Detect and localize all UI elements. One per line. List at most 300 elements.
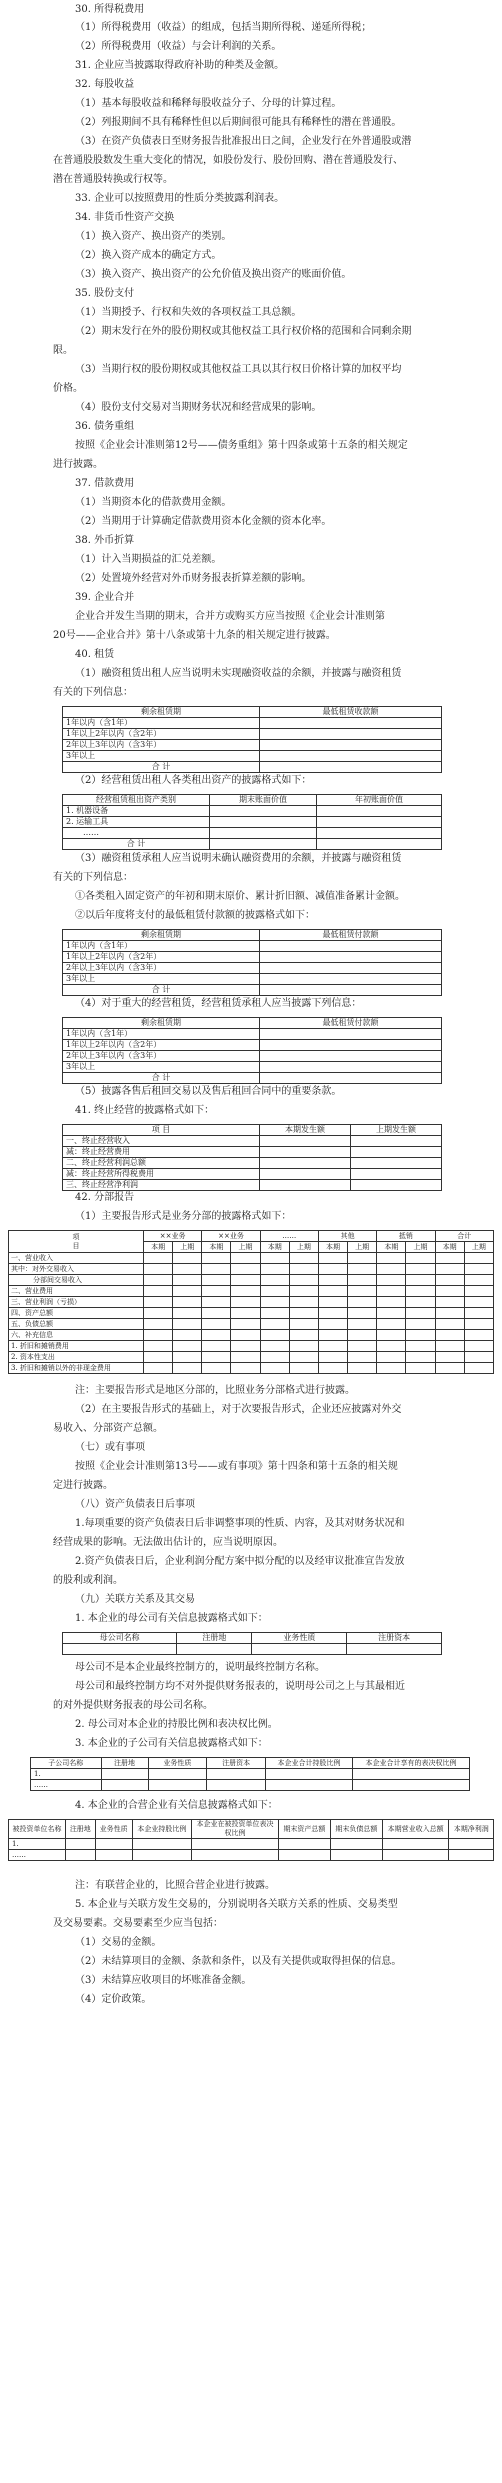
text-line: （1）交易的金额。 bbox=[75, 1937, 162, 1948]
table-cell bbox=[435, 1286, 464, 1297]
table-header: 本企业持股比例 bbox=[132, 1820, 191, 1839]
table-row bbox=[63, 963, 442, 974]
segment-report-table bbox=[8, 1230, 494, 1374]
table-total: 合 计 bbox=[63, 762, 260, 773]
table-subheader: 上期 bbox=[406, 1242, 435, 1253]
table-row bbox=[9, 1850, 494, 1861]
table-cell bbox=[202, 1286, 231, 1297]
table-row bbox=[63, 1136, 442, 1147]
table-cell bbox=[289, 1253, 318, 1264]
text-line: 经营成果的影响。无法做出估计的，应当说明原因。 bbox=[53, 1537, 283, 1548]
table-cell bbox=[318, 1297, 347, 1308]
text-line: 价格。 bbox=[53, 383, 83, 394]
text-line: ②以后年度将支付的最低租赁付款额的披露格式如下： bbox=[75, 910, 315, 921]
operating-lease-lessor-table bbox=[62, 794, 442, 850]
table-cell bbox=[377, 1253, 406, 1264]
table-total: 合 计 bbox=[63, 985, 260, 996]
table-cell bbox=[289, 1275, 318, 1286]
table-cell bbox=[377, 1341, 406, 1352]
table-cell: 2年以上3年以内（含3年） bbox=[63, 963, 260, 974]
table-cell bbox=[144, 1253, 173, 1264]
table-cell bbox=[289, 1297, 318, 1308]
table-cell bbox=[144, 1286, 173, 1297]
table-row bbox=[9, 1264, 494, 1275]
table-row bbox=[9, 1275, 494, 1286]
table-header: 年初账面价值 bbox=[317, 795, 442, 806]
table-cell bbox=[260, 1308, 289, 1319]
table-cell bbox=[348, 1286, 377, 1297]
table-header: 抵销 bbox=[377, 1231, 435, 1242]
table-row bbox=[63, 740, 442, 751]
table-row bbox=[63, 762, 442, 773]
table-cell bbox=[464, 1297, 493, 1308]
table-header: 最低租赁付款额 bbox=[260, 1018, 442, 1029]
table-header: 业务性质 bbox=[148, 1758, 207, 1769]
table-subheader: 上期 bbox=[348, 1242, 377, 1253]
table-cell bbox=[202, 1297, 231, 1308]
text-line: （3）融资租赁承租人应当说明未确认融资费用的余额，并披露与融资租赁 bbox=[75, 853, 402, 864]
text-line: （2）处置境外经营对外币财务报表折算差额的影响。 bbox=[75, 573, 312, 584]
table-cell: 一、终止经营收入 bbox=[63, 1136, 260, 1147]
table-cell bbox=[406, 1363, 435, 1374]
table-cell bbox=[144, 1352, 173, 1363]
text-line: （1）当期资本化的借款费用金额。 bbox=[75, 497, 232, 508]
table-subheader: 本期 bbox=[144, 1242, 173, 1253]
table-cell bbox=[406, 1308, 435, 1319]
text-line: 在普通股股数发生重大变化的情况，如股份发行、股份回购、潜在普通股发行、 bbox=[53, 155, 403, 166]
table-cell bbox=[173, 1363, 202, 1374]
table-cell bbox=[464, 1275, 493, 1286]
table-row bbox=[63, 1158, 442, 1169]
table-cell bbox=[464, 1363, 493, 1374]
table-cell bbox=[289, 1264, 318, 1275]
table-row bbox=[63, 1147, 442, 1158]
table-header: ××业务 bbox=[144, 1231, 202, 1242]
table-cell bbox=[318, 1308, 347, 1319]
subsidiary-table bbox=[30, 1757, 470, 1791]
table-cell bbox=[377, 1330, 406, 1341]
table-cell: 减：终止经营费用 bbox=[63, 1147, 260, 1158]
table-cell bbox=[289, 1330, 318, 1341]
table-cell bbox=[464, 1286, 493, 1297]
text-line: 2.资产负债表日后，企业利润分配方案中拟分配的以及经审议批准宣告发放 bbox=[75, 1556, 405, 1567]
table-cell bbox=[231, 1330, 260, 1341]
table-cell bbox=[348, 1341, 377, 1352]
table-row bbox=[63, 817, 442, 828]
text-line: 20号——企业合并》第十八条或第十九条的相关规定进行披露。 bbox=[53, 630, 336, 641]
text-line: （4）股份支付交易对当期财务状况和经营成果的影响。 bbox=[75, 402, 322, 413]
table-header: 业务性质 bbox=[252, 1633, 347, 1644]
table-header: 剩余租赁期 bbox=[63, 930, 260, 941]
table-header: 注册地 bbox=[177, 1633, 252, 1644]
table-cell: 1年以内（含1年） bbox=[63, 718, 260, 729]
table-cell bbox=[318, 1341, 347, 1352]
table-cell bbox=[464, 1330, 493, 1341]
table-cell bbox=[435, 1275, 464, 1286]
text-line: 有关的下列信息： bbox=[53, 687, 133, 698]
table-row bbox=[9, 1352, 494, 1363]
table-cell: 四、资产总额 bbox=[9, 1308, 144, 1319]
table-cell bbox=[144, 1363, 173, 1374]
table-row bbox=[63, 828, 442, 839]
table-row bbox=[63, 751, 442, 762]
table-subheader: 本期 bbox=[202, 1242, 231, 1253]
table-cell bbox=[435, 1319, 464, 1330]
table-cell bbox=[202, 1253, 231, 1264]
table-cell bbox=[406, 1352, 435, 1363]
table-cell bbox=[377, 1286, 406, 1297]
table-header: 合计 bbox=[435, 1231, 493, 1242]
table-cell bbox=[202, 1330, 231, 1341]
table-cell bbox=[377, 1264, 406, 1275]
table-row bbox=[9, 1286, 494, 1297]
table-cell: 3. 折旧和摊销以外的非现金费用 bbox=[9, 1363, 144, 1374]
table-row bbox=[31, 1769, 470, 1780]
table-header: 注册地 bbox=[101, 1758, 148, 1769]
table-cell bbox=[144, 1330, 173, 1341]
table-cell bbox=[377, 1297, 406, 1308]
text-line: 1.每项重要的资产负债表日后非调整事项的性质、内容，及其对财务状况和 bbox=[75, 1518, 405, 1529]
table-subheader: 上期 bbox=[173, 1242, 202, 1253]
table-cell bbox=[260, 1297, 289, 1308]
table-cell bbox=[348, 1275, 377, 1286]
heading-42: 42. 分部报告 bbox=[75, 1192, 135, 1203]
table-cell bbox=[144, 1297, 173, 1308]
table-row bbox=[63, 806, 442, 817]
table-cell: 二、营业费用 bbox=[9, 1286, 144, 1297]
table-cell bbox=[202, 1363, 231, 1374]
table-cell bbox=[289, 1308, 318, 1319]
text-line: 潜在普通股转换或行权等。 bbox=[53, 174, 173, 185]
table-cell bbox=[289, 1319, 318, 1330]
text-line: 的股利或利润。 bbox=[53, 1575, 123, 1586]
heading-contingencies: （七）或有事项 bbox=[75, 1442, 145, 1453]
table-header: 被投资单位名称 bbox=[9, 1820, 66, 1839]
table-cell bbox=[202, 1308, 231, 1319]
text-line: （1）融资租赁出租人应当说明未实现融资收益的余额，并披露与融资租赁 bbox=[75, 668, 402, 679]
table-cell bbox=[318, 1253, 347, 1264]
table-header: 本企业在被投资单位表决权比例 bbox=[192, 1820, 279, 1839]
table-cell bbox=[231, 1341, 260, 1352]
table-cell bbox=[377, 1275, 406, 1286]
table-cell bbox=[231, 1264, 260, 1275]
table-cell: 1年以上2年以内（含2年） bbox=[63, 729, 260, 740]
table-header: ××业务 bbox=[202, 1231, 260, 1242]
table-cell bbox=[173, 1352, 202, 1363]
heading-39: 39. 企业合并 bbox=[75, 592, 135, 603]
table-header: 注册资本 bbox=[347, 1633, 442, 1644]
table-cell: 1年以内（含1年） bbox=[63, 941, 260, 952]
heading-38: 38. 外币折算 bbox=[75, 535, 135, 546]
table-cell bbox=[173, 1341, 202, 1352]
table-subheader: 本期 bbox=[260, 1242, 289, 1253]
table-cell bbox=[260, 1253, 289, 1264]
table-row bbox=[9, 1839, 494, 1850]
table-cell bbox=[318, 1319, 347, 1330]
table-cell bbox=[231, 1297, 260, 1308]
table-cell bbox=[144, 1264, 173, 1275]
table-cell bbox=[144, 1319, 173, 1330]
table-cell: 五、负债总额 bbox=[9, 1319, 144, 1330]
table-cell bbox=[406, 1341, 435, 1352]
text-line: 按照《企业会计准则第13号——或有事项》第十四条和第十五条的相关规 bbox=[75, 1461, 398, 1472]
text-line: （2）未结算项目的金额、条款和条件，以及有关提供或取得担保的信息。 bbox=[75, 1956, 402, 1967]
text-line: 有关的下列信息： bbox=[53, 872, 133, 883]
table-subheader: 上期 bbox=[231, 1242, 260, 1253]
table-cell bbox=[348, 1297, 377, 1308]
heading-related-parties: （九）关联方关系及其交易 bbox=[75, 1594, 195, 1605]
table-header: 最低租赁付款额 bbox=[260, 930, 442, 941]
table-total: 合 计 bbox=[63, 1073, 260, 1084]
table-cell bbox=[231, 1352, 260, 1363]
table-cell bbox=[260, 1352, 289, 1363]
note: 注：主要报告形式是地区分部的，比照业务分部格式进行披露。 bbox=[75, 1385, 355, 1396]
table-header: 最低租赁收款额 bbox=[260, 707, 442, 718]
table-row bbox=[63, 974, 442, 985]
text-line: 易收入、分部资产总额。 bbox=[53, 1423, 163, 1434]
table-cell bbox=[348, 1253, 377, 1264]
table-cell bbox=[464, 1308, 493, 1319]
table-cell bbox=[260, 1286, 289, 1297]
table-cell bbox=[260, 1319, 289, 1330]
table-cell: …… bbox=[31, 1780, 102, 1791]
text-line: 及交易要素。交易要素至少应当包括： bbox=[53, 1918, 223, 1929]
table-row bbox=[31, 1780, 470, 1791]
table-cell: 2年以上3年以内（含3年） bbox=[63, 1051, 260, 1062]
text-line: 母公司和最终控制方均不对外提供财务报表的，说明母公司之上与其最相近 bbox=[75, 1681, 405, 1692]
table-header: 期末资产总额 bbox=[279, 1820, 331, 1839]
table-cell: 1. bbox=[9, 1839, 66, 1850]
table-header: 其他 bbox=[318, 1231, 376, 1242]
table-cell bbox=[435, 1308, 464, 1319]
table-header: 项 目 bbox=[63, 1125, 260, 1136]
table-cell bbox=[348, 1330, 377, 1341]
table-row bbox=[63, 1169, 442, 1180]
heading-35: 35. 股份支付 bbox=[75, 288, 135, 299]
table-cell: …… bbox=[63, 828, 210, 839]
table-cell bbox=[173, 1297, 202, 1308]
table-cell bbox=[173, 1275, 202, 1286]
table-header: 本期发生额 bbox=[260, 1125, 351, 1136]
table-cell: 分部间交易收入 bbox=[9, 1275, 144, 1286]
table-cell bbox=[464, 1264, 493, 1275]
table-cell: 1. 折旧和摊销费用 bbox=[9, 1341, 144, 1352]
table-cell: 三、营业利润（亏损） bbox=[9, 1297, 144, 1308]
table-subheader: 本期 bbox=[435, 1242, 464, 1253]
table-header: 母公司名称 bbox=[63, 1633, 177, 1644]
heading-34: 34. 非货币性资产交换 bbox=[75, 212, 175, 223]
table-cell bbox=[173, 1319, 202, 1330]
text-line: 的对外提供财务报表的母公司名称。 bbox=[53, 1700, 213, 1711]
table-header: 项 目 bbox=[9, 1231, 144, 1253]
text-line: （4）对于重大的经营租赁，经营租赁承租人应当披露下列信息： bbox=[75, 998, 362, 1009]
table-header: 期末负债总额 bbox=[330, 1820, 382, 1839]
table-cell bbox=[260, 1264, 289, 1275]
table-cell bbox=[173, 1330, 202, 1341]
heading-subsequent-events: （八）资产负债表日后事项 bbox=[75, 1499, 195, 1510]
text-line: （2）期末发行在外的股份期权或其他权益工具行权价格的范围和合同剩余期 bbox=[75, 326, 412, 337]
text-line: （1）基本每股收益和稀释每股收益分子、分母的计算过程。 bbox=[75, 98, 342, 109]
table-cell bbox=[289, 1352, 318, 1363]
table-cell bbox=[202, 1264, 231, 1275]
finance-lease-lessee-table bbox=[62, 929, 442, 996]
table-row bbox=[9, 1319, 494, 1330]
table-cell bbox=[406, 1286, 435, 1297]
table-cell bbox=[260, 1330, 289, 1341]
table-row bbox=[63, 729, 442, 740]
table-cell bbox=[377, 1363, 406, 1374]
text-line: （3）在资产负债表日至财务报告批准报出日之间，企业发行在外普通股或潜 bbox=[75, 136, 412, 147]
table-header: 剩余租赁期 bbox=[63, 707, 260, 718]
table-header: 期末账面价值 bbox=[210, 795, 317, 806]
table-cell bbox=[202, 1319, 231, 1330]
table-cell: 二、终止经营利润总额 bbox=[63, 1158, 260, 1169]
finance-lease-lessor-table bbox=[62, 706, 442, 773]
text-line: （1）换入资产、换出资产的类别。 bbox=[75, 231, 232, 242]
table-cell bbox=[318, 1363, 347, 1374]
table-subheader: 上期 bbox=[289, 1242, 318, 1253]
heading-31: 31. 企业应当披露取得政府补助的种类及金额。 bbox=[75, 60, 285, 71]
table-cell bbox=[318, 1264, 347, 1275]
table-cell bbox=[144, 1275, 173, 1286]
table-cell bbox=[231, 1286, 260, 1297]
table-cell bbox=[260, 1275, 289, 1286]
table-header: …… bbox=[260, 1231, 318, 1242]
table-row bbox=[63, 1029, 442, 1040]
table-cell bbox=[231, 1319, 260, 1330]
table-row bbox=[63, 1051, 442, 1062]
table-header: 注册资本 bbox=[207, 1758, 266, 1769]
table-cell: 其中：对外交易收入 bbox=[9, 1264, 144, 1275]
table-cell bbox=[435, 1341, 464, 1352]
table-row bbox=[63, 1040, 442, 1051]
table-cell bbox=[348, 1308, 377, 1319]
text-line: 4. 本企业的合营企业有关信息披露格式如下： bbox=[75, 1800, 278, 1811]
table-row bbox=[9, 1363, 494, 1374]
text-line: 进行披露。 bbox=[53, 459, 103, 470]
table-cell: 2. 资本性支出 bbox=[9, 1352, 144, 1363]
note: 注：有联营企业的，比照合营企业进行披露。 bbox=[75, 1880, 275, 1891]
table-cell: 3年以上 bbox=[63, 1062, 260, 1073]
heading-36: 36. 债务重组 bbox=[75, 421, 135, 432]
table-cell bbox=[231, 1308, 260, 1319]
table-cell: 减：终止经营所得税费用 bbox=[63, 1169, 260, 1180]
text-line: （2）列报期间不具有稀释性但以后期间很可能具有稀释性的潜在普通股。 bbox=[75, 117, 402, 128]
table-cell bbox=[406, 1319, 435, 1330]
text-line: （1）所得税费用（收益）的组成，包括当期所得税、递延所得税； bbox=[75, 22, 372, 33]
heading-40: 40. 租赁 bbox=[75, 649, 115, 660]
table-header: 本期净利润 bbox=[449, 1820, 494, 1839]
joint-venture-table bbox=[8, 1819, 494, 1861]
table-cell bbox=[464, 1341, 493, 1352]
table-cell bbox=[348, 1264, 377, 1275]
table-cell bbox=[348, 1352, 377, 1363]
table-cell bbox=[318, 1286, 347, 1297]
table-cell bbox=[202, 1352, 231, 1363]
table-cell bbox=[406, 1330, 435, 1341]
table-header: 经营租赁租出资产类别 bbox=[63, 795, 210, 806]
table-cell: 3年以上 bbox=[63, 751, 260, 762]
table-header: 本企业合计持股比例 bbox=[266, 1758, 353, 1769]
table-cell bbox=[144, 1341, 173, 1352]
text-line: （2）当期用于计算确定借款费用资本化金额的资本化率。 bbox=[75, 516, 332, 527]
table-cell bbox=[435, 1363, 464, 1374]
table-cell bbox=[435, 1253, 464, 1264]
table-row bbox=[63, 839, 442, 850]
table-row bbox=[9, 1341, 494, 1352]
table-cell bbox=[173, 1286, 202, 1297]
text-line: 5. 本企业与关联方发生交易的，分别说明各关联方关系的性质、交易类型 bbox=[75, 1899, 398, 1910]
heading-33: 33. 企业可以按照费用的性质分类披露利润表。 bbox=[75, 193, 285, 204]
table-header: 上期发生额 bbox=[351, 1125, 442, 1136]
table-cell bbox=[464, 1352, 493, 1363]
table-header: 业务性质 bbox=[95, 1820, 132, 1839]
table-header: 子公司名称 bbox=[31, 1758, 102, 1769]
table-cell bbox=[318, 1275, 347, 1286]
text-line: ①各类租入固定资产的年初和期末原价、累计折旧额、减值准备累计金额。 bbox=[75, 891, 405, 902]
text-line: （2）所得税费用（收益）与会计利润的关系。 bbox=[75, 41, 282, 52]
table-cell bbox=[202, 1275, 231, 1286]
table-cell bbox=[464, 1253, 493, 1264]
table-row bbox=[63, 952, 442, 963]
text-line: （2）换入资产成本的确定方式。 bbox=[75, 250, 222, 261]
text-line: （1）主要报告形式是业务分部的披露格式如下： bbox=[75, 1211, 292, 1222]
table-cell bbox=[231, 1363, 260, 1374]
heading-41: 41. 终止经营的披露格式如下： bbox=[75, 1105, 215, 1116]
table-row bbox=[63, 1073, 442, 1084]
table-row bbox=[9, 1297, 494, 1308]
table-header: 本企业合计享有的表决权比例 bbox=[353, 1758, 470, 1769]
operating-lease-lessee-table bbox=[62, 1017, 442, 1084]
table-cell: 3年以上 bbox=[63, 974, 260, 985]
table-cell bbox=[464, 1319, 493, 1330]
text-line: （2）经营租赁出租人各类租出资产的披露格式如下： bbox=[75, 775, 312, 786]
table-cell: 1年以上2年以内（含2年） bbox=[63, 952, 260, 963]
table-cell bbox=[231, 1253, 260, 1264]
text-line: （3）未结算应收项目的坏账准备金额。 bbox=[75, 1975, 252, 1986]
table-cell bbox=[348, 1319, 377, 1330]
table-row bbox=[9, 1253, 494, 1264]
table-row bbox=[63, 1180, 442, 1191]
text-line: 3. 本企业的子公司有关信息披露格式如下： bbox=[75, 1738, 268, 1749]
text-line: 1. 本企业的母公司有关信息披露格式如下： bbox=[75, 1613, 268, 1624]
table-cell bbox=[173, 1264, 202, 1275]
table-cell bbox=[435, 1264, 464, 1275]
table-cell: 2. 运输工具 bbox=[63, 817, 210, 828]
table-subheader: 本期 bbox=[377, 1242, 406, 1253]
discontinued-operations-table bbox=[62, 1124, 442, 1191]
text-line: 企业合并发生当期的期末，合并方或购买方应当按照《企业会计准则第 bbox=[75, 611, 385, 622]
text-line: （1）当期授予、行权和失效的各项权益工具总额。 bbox=[75, 307, 302, 318]
table-cell bbox=[318, 1352, 347, 1363]
text-line: 限。 bbox=[53, 345, 73, 356]
table-cell: 三、终止经营净利润 bbox=[63, 1180, 260, 1191]
table-cell bbox=[406, 1253, 435, 1264]
heading-32: 32. 每股收益 bbox=[75, 79, 135, 90]
table-cell bbox=[260, 1363, 289, 1374]
table-cell bbox=[377, 1352, 406, 1363]
table-cell bbox=[260, 1341, 289, 1352]
text-line: （5）披露各售后租回交易以及售后租回合同中的重要条款。 bbox=[75, 1086, 342, 1097]
table-subheader: 上期 bbox=[464, 1242, 493, 1253]
table-header: 注册地 bbox=[66, 1820, 96, 1839]
text-line: 按照《企业会计准则第12号——债务重组》第十四条或第十五条的相关规定 bbox=[75, 440, 408, 451]
text-line: 2. 母公司对本企业的持股比例和表决权比例。 bbox=[75, 1719, 278, 1730]
table-total: 合 计 bbox=[63, 839, 210, 850]
text-line: （2）在主要报告形式的基础上，对于次要报告形式，企业还应披露对外交 bbox=[75, 1404, 402, 1415]
table-cell bbox=[231, 1275, 260, 1286]
text-line: （3）换入资产、换出资产的公允价值及换出资产的账面价值。 bbox=[75, 269, 352, 280]
